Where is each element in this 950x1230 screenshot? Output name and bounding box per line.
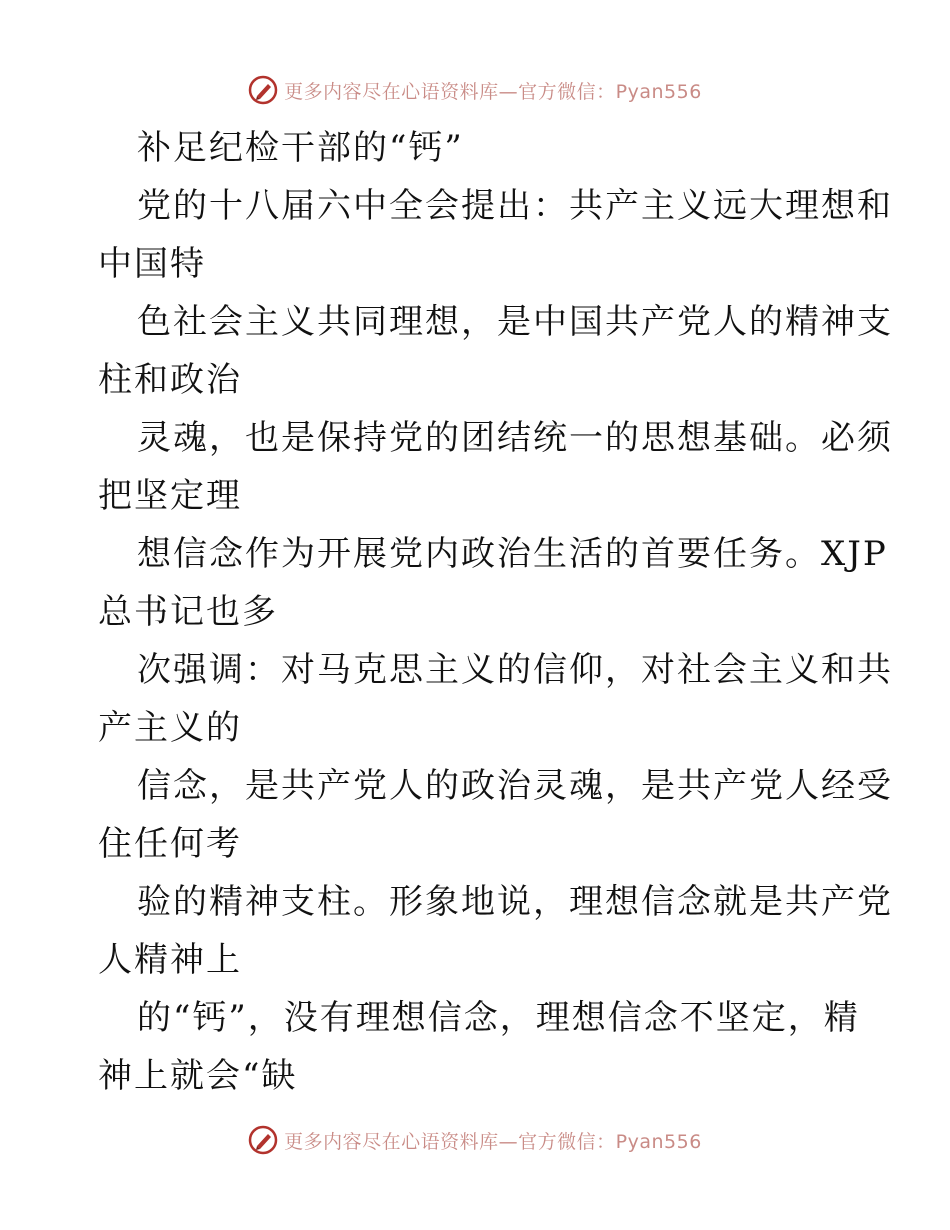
paragraph-line: 验的精神支柱。形象地说，理想信念就是共产党: [137, 882, 893, 922]
header-banner: [0, 70, 950, 110]
footer-banner-text: 更多内容尽在心语资料库—官方微信：Pyan556: [284, 1130, 702, 1153]
paragraph-line: 色社会主义共同理想，是中国共产党人的精神支: [137, 302, 893, 342]
paragraph-line: 信念，是共产党人的政治灵魂，是共产党人经受: [137, 766, 893, 806]
paragraph-line: 柱和政治: [98, 360, 242, 400]
document-title: 补足纪检干部的“钙”: [137, 128, 464, 168]
pen-logo-icon: [248, 1125, 278, 1155]
footer-banner: [0, 1120, 950, 1160]
paragraph-line: 中国特: [98, 244, 206, 284]
paragraph-line: 的“钙”，没有理想信念，理想信念不坚定，精: [137, 998, 860, 1038]
paragraph-line: 想信念作为开展党内政治生活的首要任务。XJP: [137, 534, 888, 574]
paragraph-line: 灵魂，也是保持党的团结统一的思想基础。必须: [137, 418, 893, 458]
paragraph-line: 人精神上: [98, 940, 242, 980]
paragraph-line: 产主义的: [98, 708, 242, 748]
paragraph-line: 住任何考: [98, 824, 242, 864]
paragraph-line: 党的十八届六中全会提出：共产主义远大理想和: [137, 186, 893, 226]
paragraph-line: 次强调：对马克思主义的信仰，对社会主义和共: [137, 650, 893, 690]
paragraph-line: 神上就会“缺: [98, 1056, 298, 1096]
paragraph-line: 把坚定理: [98, 476, 242, 516]
pen-logo-icon: [248, 75, 278, 105]
paragraph-line: 总书记也多: [98, 592, 278, 632]
header-banner-text: 更多内容尽在心语资料库—官方微信：Pyan556: [284, 80, 702, 103]
